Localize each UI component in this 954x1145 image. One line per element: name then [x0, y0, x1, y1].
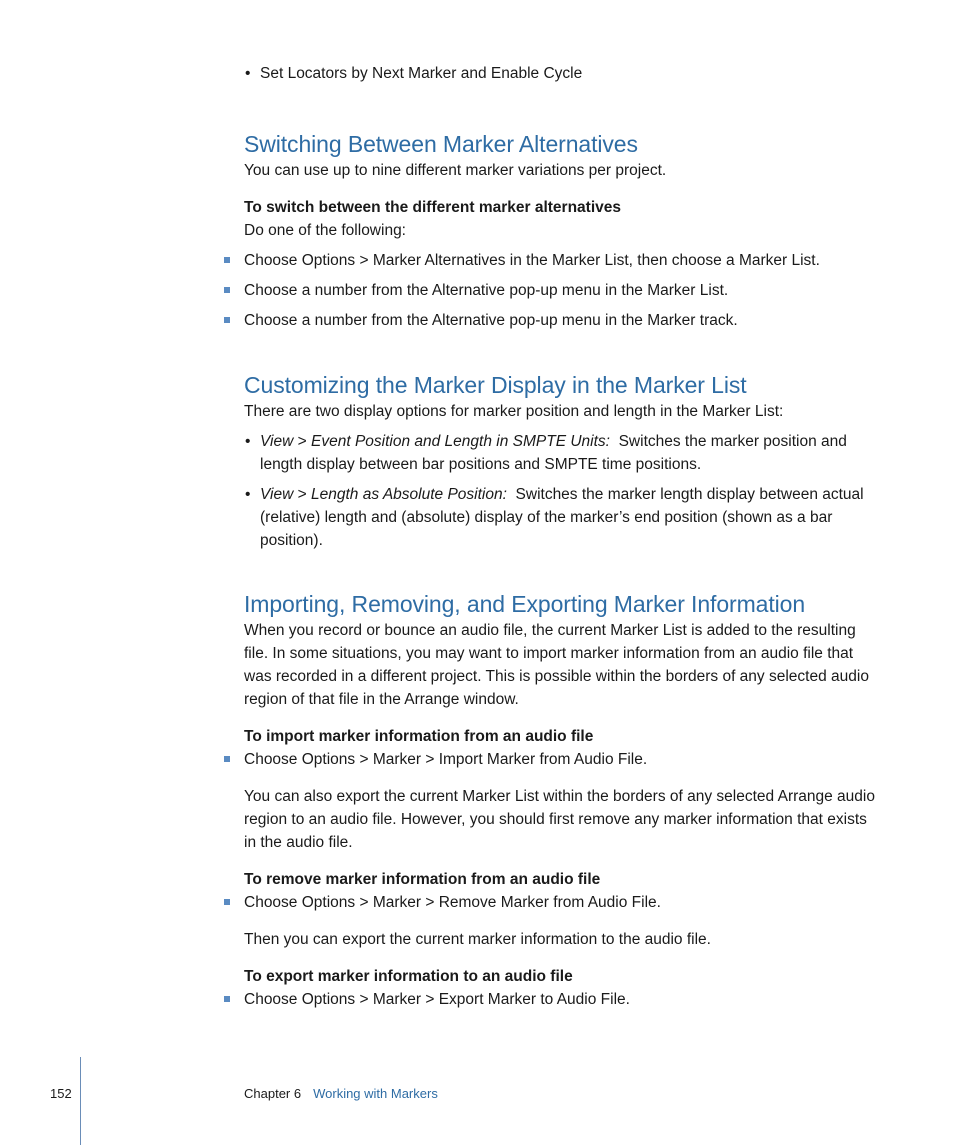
option-item: [260, 430, 880, 476]
menu-name: View: [260, 486, 294, 503]
section-heading-customizing: Customizing the Marker Display in the Marker List: [244, 372, 747, 398]
section-intro: There are two display options for marker position and length in the Marker List:: [244, 403, 784, 420]
square-bullet: [224, 899, 230, 905]
step-item: Choose Options > Marker > Import Marker from Audio File.: [244, 751, 648, 768]
square-bullet: [224, 317, 230, 323]
option-description-cont: length display between bar positions and SMPTE time positions.: [260, 456, 702, 473]
section-heading-importing: Importing, Removing, and Exporting Marker Information: [244, 591, 806, 617]
step-item: Choose a number from the Alternative pop-up menu in the Marker track.: [244, 312, 738, 329]
task-title: To remove marker information from an audio file: [244, 871, 601, 888]
square-bullet: [224, 756, 230, 762]
chapter-label: Chapter 6: [244, 1086, 302, 1101]
bullet-dot: •: [245, 433, 251, 450]
bullet-dot: •: [245, 65, 251, 82]
option-item: [260, 483, 880, 552]
menu-item-name: Length as Absolute Position:: [311, 486, 507, 503]
section-heading-switching: Switching Between Marker Alternatives: [244, 131, 638, 157]
menu-separator: >: [293, 486, 311, 503]
step-item: Choose Options > Marker > Export Marker to Audio File.: [244, 991, 630, 1008]
task-title: To export marker information to an audio file: [244, 968, 573, 985]
menu-separator: >: [293, 433, 311, 450]
square-bullet: [224, 996, 230, 1002]
paragraph: You can also export the current Marker List within the borders of any selected Arrange audio region to an audio file. However, you should first remove any marker information that exists in the audio file.: [244, 788, 875, 851]
step-item: Choose Options > Marker Alternatives in the Marker List, then choose a Marker List.: [244, 252, 820, 269]
menu-item-name: Event Position and Length in SMPTE Units:: [311, 433, 610, 450]
step-item: Choose Options > Marker > Remove Marker from Audio File.: [244, 894, 661, 911]
option-description: Switches the marker length display between actual: [515, 486, 864, 503]
footer-chapter: [244, 1086, 438, 1101]
page-number: 152: [50, 1086, 72, 1101]
option-description: Switches the marker position and: [618, 433, 847, 450]
section-intro: You can use up to nine different marker variations per project.: [244, 162, 667, 179]
top-bullet-text: Set Locators by Next Marker and Enable Cycle: [260, 65, 583, 82]
step-item: Choose a number from the Alternative pop-up menu in the Marker List.: [244, 282, 729, 299]
square-bullet: [224, 287, 230, 293]
task-title: To import marker information from an audio file: [244, 728, 594, 745]
paragraph: Then you can export the current marker information to the audio file.: [244, 931, 711, 948]
chapter-title-link[interactable]: Working with Markers: [313, 1086, 438, 1101]
task-intro: Do one of the following:: [244, 222, 406, 239]
square-bullet: [224, 257, 230, 263]
bullet-dot: •: [245, 486, 251, 503]
task-title: To switch between the different marker alternatives: [244, 199, 621, 216]
section-intro: When you record or bounce an audio file, the current Marker List is added to the resulting file. In some situations, you may want to import marker information from an audio file that was recorded in a different project. This is possible within the borders of any selected audio region of that file in the Arrange window.: [244, 622, 869, 708]
menu-name: View: [260, 433, 294, 450]
option-description-cont: (relative) length and (absolute) display of the marker’s end position (shown as a bar position).: [260, 509, 833, 549]
footer-divider: [80, 1057, 81, 1145]
